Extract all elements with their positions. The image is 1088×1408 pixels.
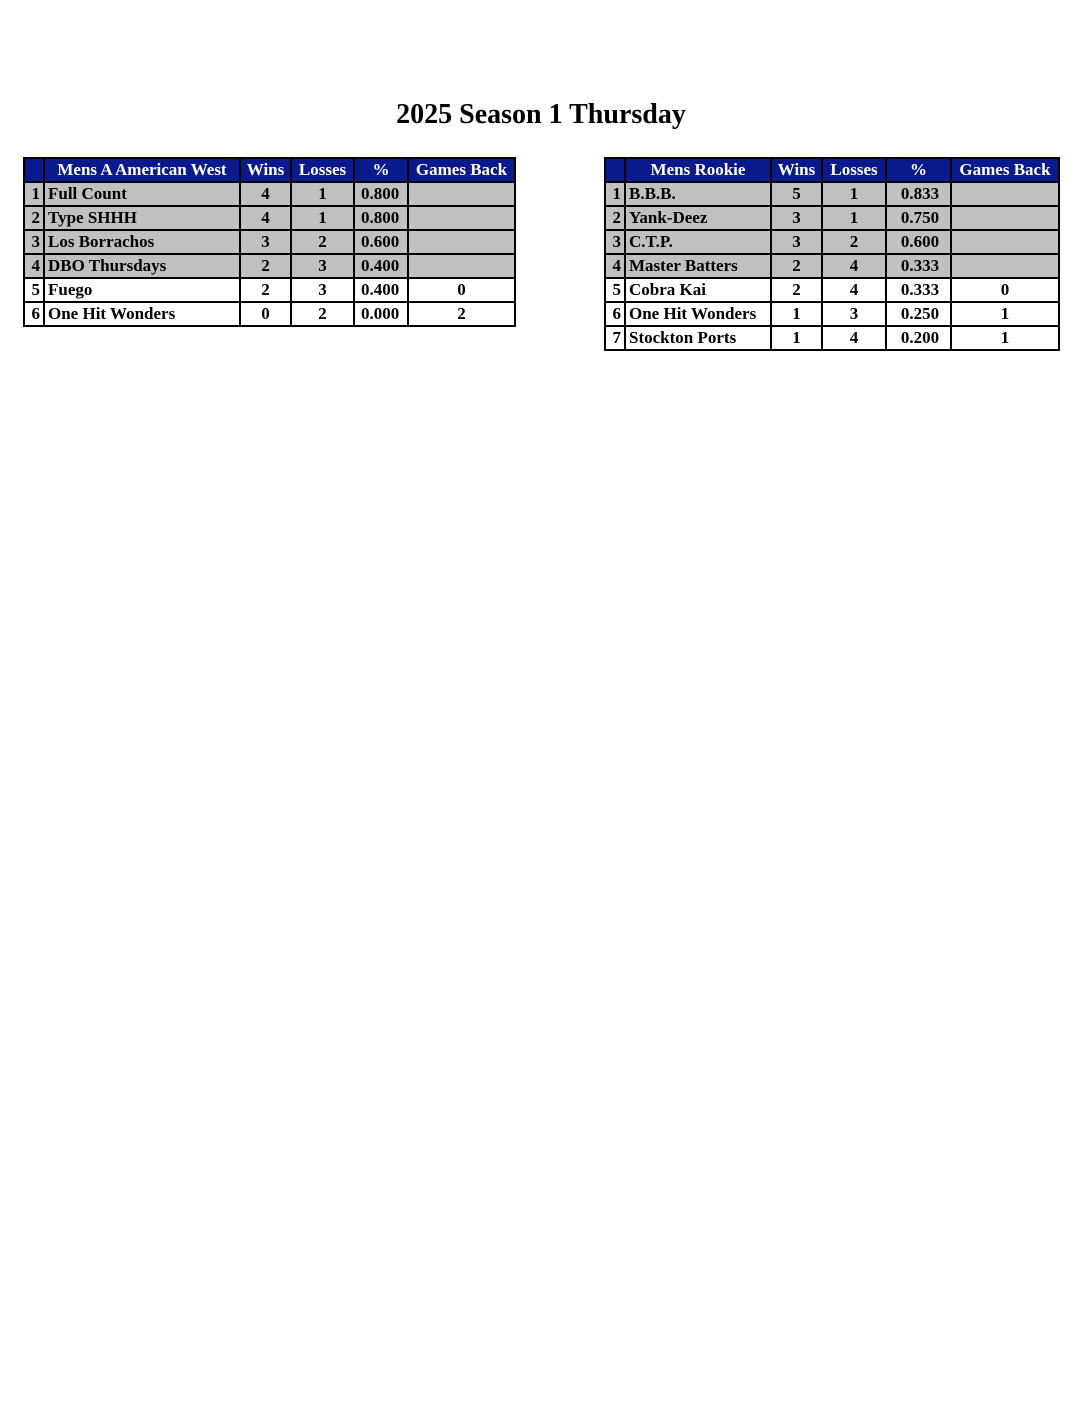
- header-games-back: Games Back: [408, 158, 515, 182]
- header-games-back: Games Back: [951, 158, 1059, 182]
- wins-cell: 1: [771, 326, 822, 350]
- team-name-cell: Type SHHH: [44, 206, 240, 230]
- rank-cell: 6: [605, 302, 625, 326]
- games-back-cell: [408, 182, 515, 206]
- wins-cell: 2: [240, 254, 291, 278]
- games-back-cell: [951, 206, 1059, 230]
- rank-cell: 7: [605, 326, 625, 350]
- rank-cell: 1: [605, 182, 625, 206]
- losses-cell: 3: [291, 254, 354, 278]
- losses-cell: 4: [822, 326, 886, 350]
- win-pct-cell: 0.333: [886, 254, 951, 278]
- team-name-cell: C.T.P.: [625, 230, 771, 254]
- rank-cell: 3: [24, 230, 44, 254]
- win-pct-cell: 0.750: [886, 206, 951, 230]
- team-name-cell: Los Borrachos: [44, 230, 240, 254]
- wins-cell: 2: [240, 278, 291, 302]
- rank-cell: 1: [24, 182, 44, 206]
- wins-cell: 3: [771, 206, 822, 230]
- header-losses: Losses: [822, 158, 886, 182]
- wins-cell: 3: [240, 230, 291, 254]
- team-name-cell: DBO Thursdays: [44, 254, 240, 278]
- games-back-cell: [408, 254, 515, 278]
- table-row: [605, 182, 1059, 206]
- losses-cell: 2: [291, 302, 354, 326]
- games-back-cell: 1: [951, 302, 1059, 326]
- win-pct-cell: 0.333: [886, 278, 951, 302]
- losses-cell: 1: [291, 182, 354, 206]
- header-pct: %: [354, 158, 408, 182]
- games-back-cell: 1: [951, 326, 1059, 350]
- team-name-cell: B.B.B.: [625, 182, 771, 206]
- win-pct-cell: 0.400: [354, 278, 408, 302]
- rank-cell: 2: [24, 206, 44, 230]
- team-name-cell: Full Count: [44, 182, 240, 206]
- header-wins: Wins: [240, 158, 291, 182]
- header-rank: [605, 158, 625, 182]
- wins-cell: 0: [240, 302, 291, 326]
- page-title: 2025 Season 1 Thursday: [396, 99, 686, 130]
- wins-cell: 1: [771, 302, 822, 326]
- games-back-cell: 2: [408, 302, 515, 326]
- wins-cell: 4: [240, 182, 291, 206]
- table-row: [605, 278, 1059, 302]
- losses-cell: 4: [822, 254, 886, 278]
- rank-cell: 4: [24, 254, 44, 278]
- games-back-cell: [951, 254, 1059, 278]
- header-losses: Losses: [291, 158, 354, 182]
- table-row: [605, 230, 1059, 254]
- win-pct-cell: 0.400: [354, 254, 408, 278]
- games-back-cell: 0: [951, 278, 1059, 302]
- table-row: [605, 254, 1059, 278]
- team-name-cell: Stockton Ports: [625, 326, 771, 350]
- table-row: [605, 326, 1059, 350]
- team-name-cell: Yank-Deez: [625, 206, 771, 230]
- team-name-cell: Cobra Kai: [625, 278, 771, 302]
- rank-cell: 3: [605, 230, 625, 254]
- table-row: [605, 302, 1059, 326]
- header-wins: Wins: [771, 158, 822, 182]
- table-row: [605, 206, 1059, 230]
- losses-cell: 1: [822, 182, 886, 206]
- losses-cell: 1: [291, 206, 354, 230]
- games-back-cell: [408, 206, 515, 230]
- win-pct-cell: 0.600: [886, 230, 951, 254]
- team-name-cell: Fuego: [44, 278, 240, 302]
- team-name-cell: One Hit Wonders: [625, 302, 771, 326]
- win-pct-cell: 0.250: [886, 302, 951, 326]
- table-row: [24, 254, 515, 278]
- wins-cell: 4: [240, 206, 291, 230]
- wins-cell: 2: [771, 254, 822, 278]
- games-back-cell: [951, 230, 1059, 254]
- table-row: [24, 302, 515, 326]
- team-name-cell: Master Batters: [625, 254, 771, 278]
- win-pct-cell: 0.800: [354, 206, 408, 230]
- rank-cell: 6: [24, 302, 44, 326]
- losses-cell: 4: [822, 278, 886, 302]
- win-pct-cell: 0.600: [354, 230, 408, 254]
- standings-table-mens-a-american-west: [23, 157, 516, 327]
- win-pct-cell: 0.200: [886, 326, 951, 350]
- win-pct-cell: 0.000: [354, 302, 408, 326]
- losses-cell: 2: [822, 230, 886, 254]
- losses-cell: 1: [822, 206, 886, 230]
- rank-cell: 4: [605, 254, 625, 278]
- table-header-row: [605, 158, 1059, 182]
- win-pct-cell: 0.833: [886, 182, 951, 206]
- wins-cell: 3: [771, 230, 822, 254]
- header-pct: %: [886, 158, 951, 182]
- rank-cell: 5: [605, 278, 625, 302]
- games-back-cell: 0: [408, 278, 515, 302]
- standings-table-mens-rookie: [604, 157, 1060, 351]
- rank-cell: 2: [605, 206, 625, 230]
- losses-cell: 3: [822, 302, 886, 326]
- table-row: [24, 206, 515, 230]
- losses-cell: 2: [291, 230, 354, 254]
- rank-cell: 5: [24, 278, 44, 302]
- header-rank: [24, 158, 44, 182]
- header-division: Mens A American West: [44, 158, 240, 182]
- wins-cell: 5: [771, 182, 822, 206]
- table-row: [24, 230, 515, 254]
- losses-cell: 3: [291, 278, 354, 302]
- table-row: [24, 182, 515, 206]
- games-back-cell: [951, 182, 1059, 206]
- win-pct-cell: 0.800: [354, 182, 408, 206]
- table-header-row: [24, 158, 515, 182]
- team-name-cell: One Hit Wonders: [44, 302, 240, 326]
- wins-cell: 2: [771, 278, 822, 302]
- table-row: [24, 278, 515, 302]
- header-division: Mens Rookie: [625, 158, 771, 182]
- games-back-cell: [408, 230, 515, 254]
